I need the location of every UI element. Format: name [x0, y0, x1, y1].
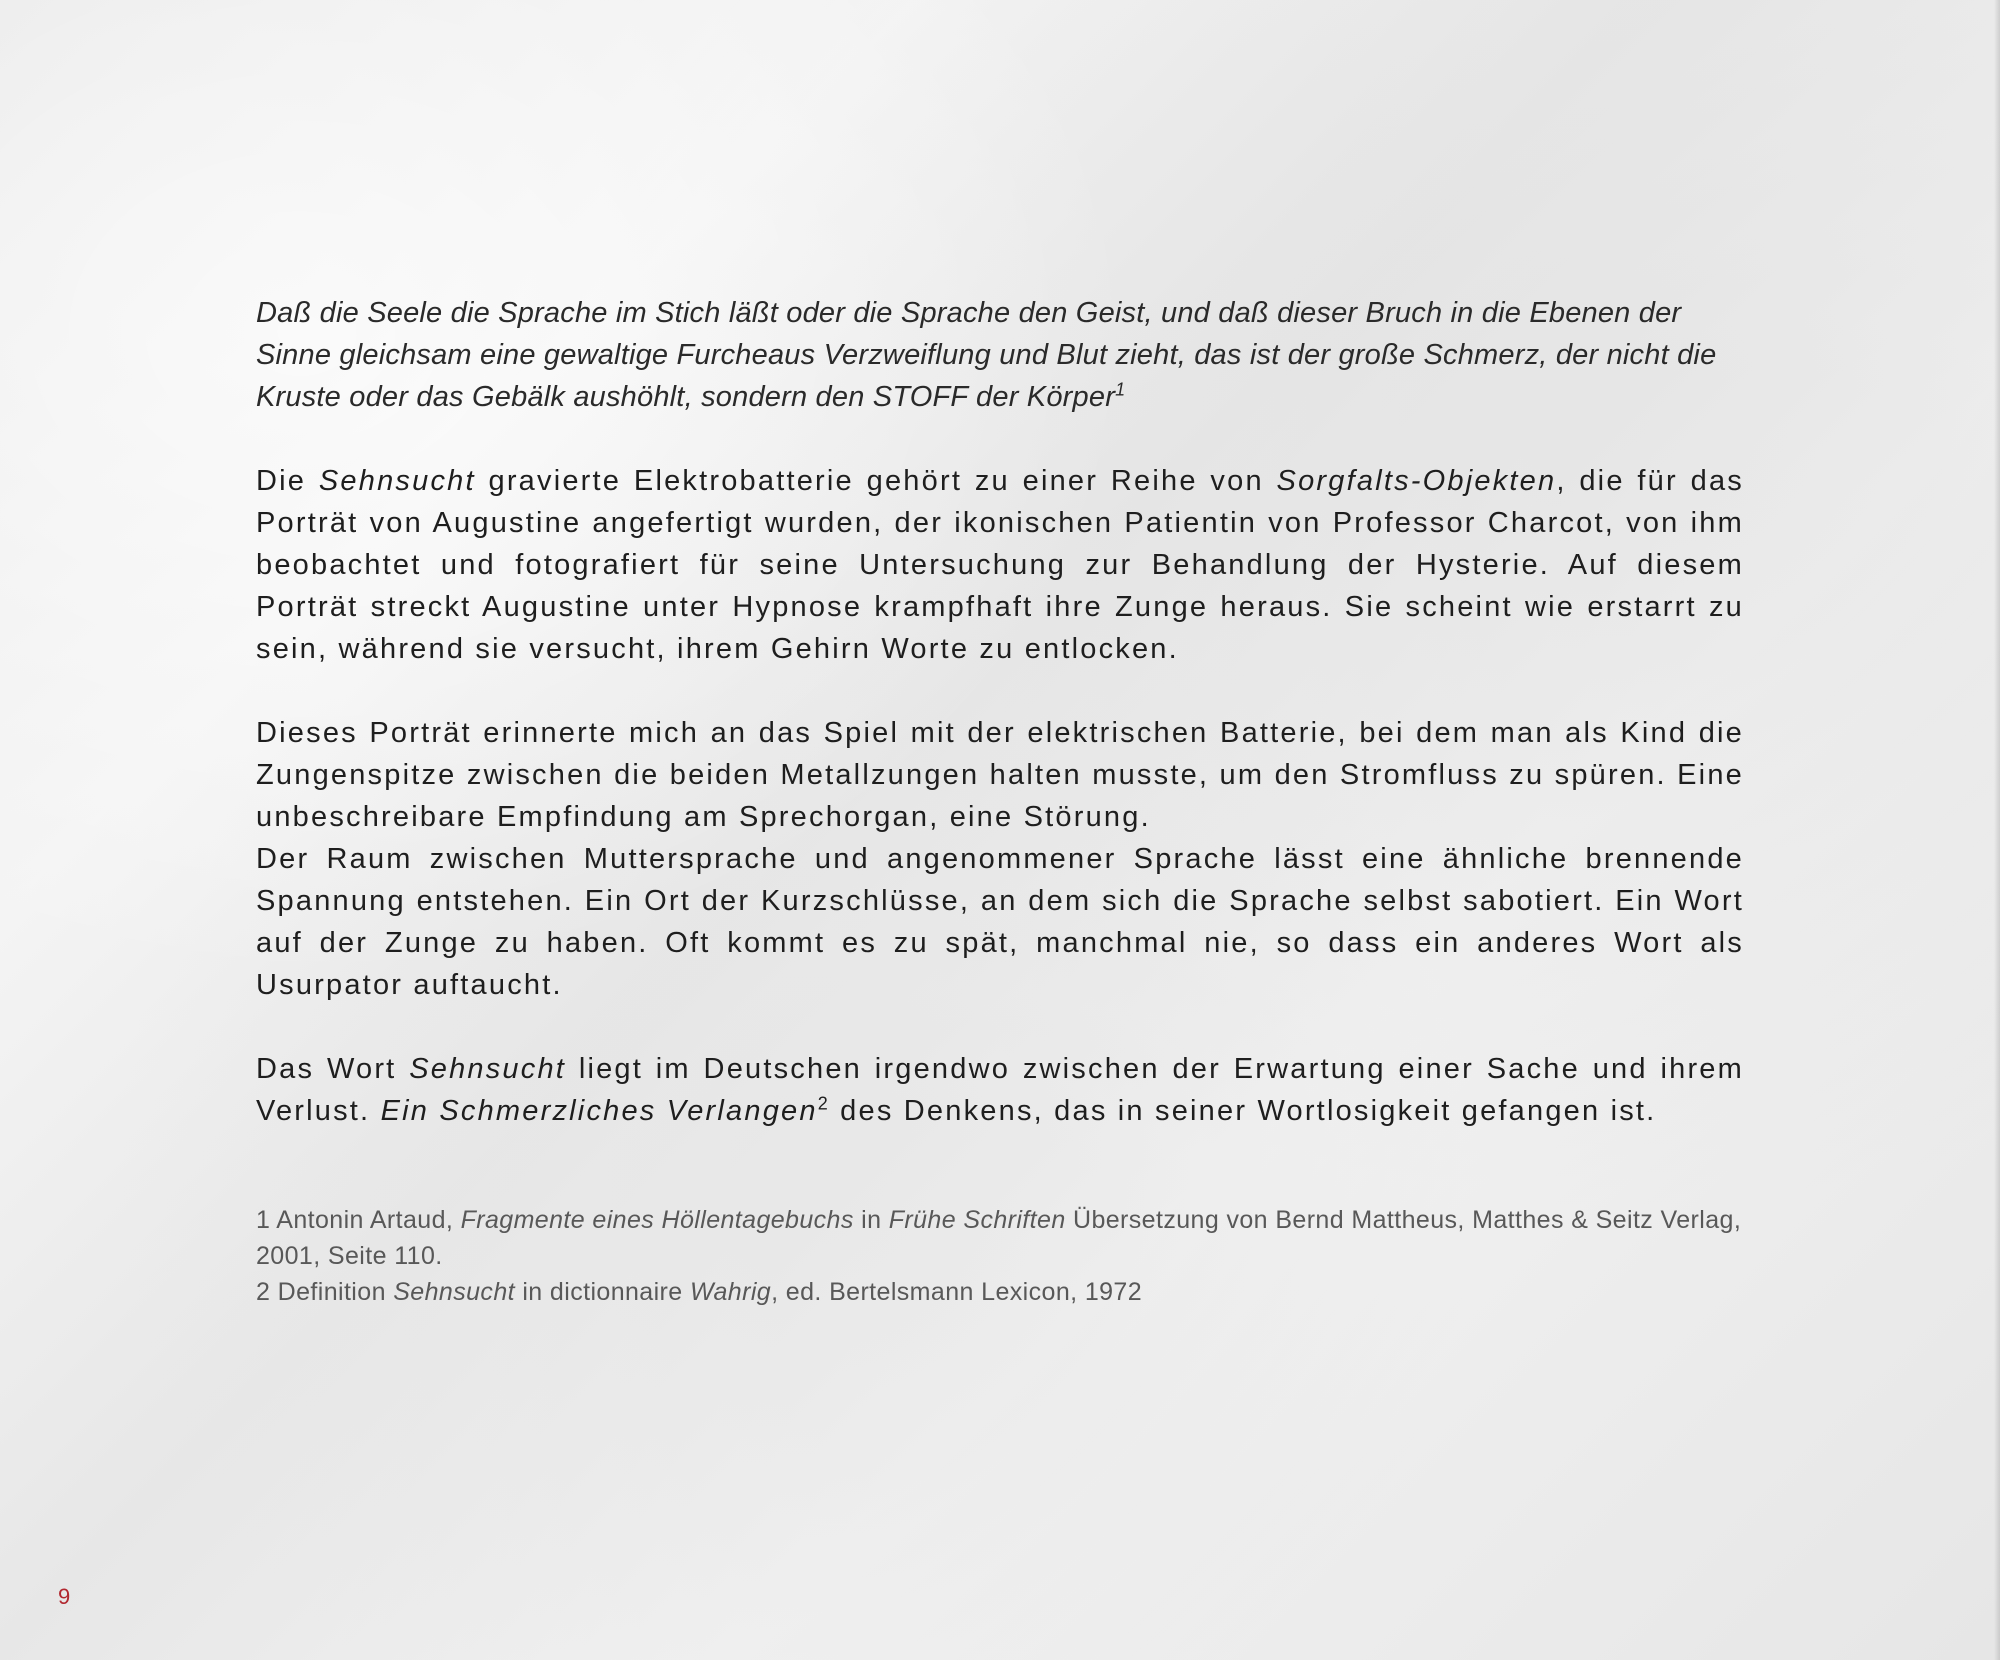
footnote-2-suffix: , ed. Bertelsmann Lexicon, 1972 [771, 1278, 1143, 1306]
paragraph-3-text-b: liegt im Deutschen irgendwo zwischen der Erwartung einer Sache und ihrem Verlust. [256, 1053, 1744, 1127]
paragraph-2-text-b: Der Raum zwischen Muttersprache und angenommener Sprache lässt eine ähnliche brennende Spannung entstehen. Ein Ort der Kurzschlüsse, an dem sich die Sprache selbst sabotiert. Ein Wort auf der Zunge zu haben. Oft kommt es zu spät, manchmal nie, so dass ein anderes Wort als Usurpator auftaucht. [256, 843, 1744, 1001]
paragraph-1-italic-sehnsucht: Sehnsucht [318, 465, 476, 497]
paragraph-3-text-c: des Denkens, das in seiner Wortlosigkeit gefangen ist. [829, 1095, 1657, 1127]
paragraph-3-italic-sehnsucht: Sehnsucht [409, 1053, 567, 1085]
paragraph-1-text-c: , die für das Porträt von Augustine angefertigt wurden, der ikonischen Patientin von Professor Charcot, von ihm beobachtet und fotografiert für seine Untersuchung zur Behandlung der Hysterie. Auf diesem Porträt streckt Augustine unter Hypnose krampfhaft ihre Zunge heraus. Sie scheint wie erstarrt zu sein, während sie versucht, ihrem Gehirn Worte zu entlocken. [256, 465, 1744, 665]
footnote-1-mid: in [853, 1206, 889, 1234]
text-column [256, 292, 1744, 1310]
footnote-ref-2: 2 [817, 1093, 830, 1114]
paragraph-1-text-a: Die [256, 465, 319, 497]
paragraph-2-text-a: Dieses Porträt erinnerte mich an das Spiel mit der elektrischen Batterie, bei dem man als Kind die Zungenspitze zwischen die beiden Metallzungen halten musste, um den Stromfluss zu spüren. Eine unbeschreibare Empfindung am Sprechorgan, eine Störung. [256, 717, 1744, 833]
footnote-1-suffix: Übersetzung von Bernd Mattheus, Matthes & Seitz Verlag, 2001, Seite 110. [256, 1206, 1742, 1270]
footnote-1-italic-title: Fragmente eines Höllentagebuchs [460, 1206, 854, 1234]
epigraph-quote [256, 292, 1744, 418]
paragraph-3 [256, 1048, 1744, 1132]
epigraph-text: Daß die Seele die Sprache im Stich läßt oder die Sprache den Geist, und daß dieser Bruch in die Ebenen der Sinne gleichsam eine gewaltige Furcheaus Verzweiflung und Blut zieht, das ist der große Schmerz, der nicht die Kruste oder das Gebälk aushöhlt, sondern den STOFF der Körper [256, 297, 1717, 413]
paragraph-1 [256, 460, 1744, 670]
footnote-1 [256, 1202, 1744, 1274]
footnote-ref-1: 1 [1115, 379, 1126, 400]
paragraph-3-italic-verlangen: Ein Schmerzliches Verlangen [380, 1095, 818, 1127]
paragraph-3-text-a: Das Wort [256, 1053, 410, 1085]
paragraph-1-italic-sorgfalts: Sorgfalts-Objekten [1276, 465, 1557, 497]
paragraph-2 [256, 712, 1744, 1006]
footnotes [256, 1202, 1744, 1310]
footnote-2-mid: in dictionnaire [514, 1278, 690, 1306]
paragraph-1-text-b: gravierte Elektrobatterie gehört zu einer Reihe von [475, 465, 1277, 497]
footnote-2 [256, 1274, 1744, 1310]
footnote-2-italic-term: Sehnsucht [393, 1278, 515, 1306]
footnote-2-prefix: 2 Definition [256, 1278, 394, 1306]
footnote-1-italic-book: Frühe Schriften [888, 1206, 1066, 1234]
footnote-2-italic-dictionary: Wahrig [689, 1278, 772, 1306]
page-number: 9 [58, 1584, 71, 1609]
page-edge-shadow [1994, 0, 2000, 1660]
footnote-1-prefix: 1 Antonin Artaud, [256, 1206, 461, 1234]
